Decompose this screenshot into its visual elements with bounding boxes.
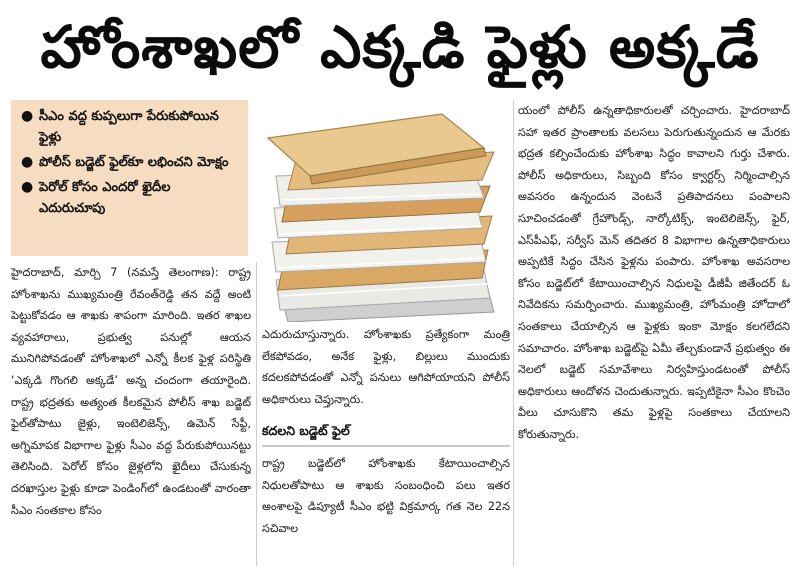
body-text: ఎదురుచూస్తున్నారు. హోంశాఖకు ప్రత్యేకంగా మంత్రి లేకపోవడం, అనేక ఫైళ్లు, బిల్లులు ముందుకు కదలకపోవడంతో ఎన్నో పనులు ఆగిపోయాయని పోలీస్ అధికారులు చెప్తున్నారు.: [262, 328, 510, 406]
highlight-text: సీఎం వద్ద కుప్పలుగా పేరుకుపోయిన ఫైళ్లు: [39, 109, 219, 145]
article-column-3: [518, 100, 790, 566]
headline: హోంశాఖలో ఎక్కడి ఫైళ్లు అక్కడే: [40, 13, 760, 81]
article-column-1: [11, 262, 251, 566]
body-text: రాష్ట్ర బడ్జెట్‌లో హోంశాఖకు కేటాయించాల్సిన నిధులతోపాటు ఆ శాఖకు సంబంధించి పలు ఇతర అంశాలపై డిప్యూటీ సీఎం భట్టి విక్రమార్క గత నెల 22న సచివాల: [262, 456, 510, 535]
highlight-item: [21, 152, 238, 173]
highlights-box: [11, 100, 248, 256]
article-column-2: [262, 324, 510, 564]
body-text: యంలో పోలీస్ ఉన్నతాధికారులతో చర్చించారు. హైదరాబాద్ సహా ఇతర ప్రాంతాలకు వలసలు పెరుగుతున్నందున ఆ మేరకు భద్రత కల్పించేందుకు హోంశాఖ సిద్ధం కావాలని గుర్తు చేశారు. పోలీస్ అధికారులు, సిబ్బంది కోసం క్వార్టర్స్ నిర్మించాల్సిన అవసరం ఉన్నందున వెంటనే ప్రతిపాదనలు పంపాలని సూచించడంతో గ్రేహౌండ్స్, నార్కోటిక్స్, ఇంటెలిజెన్స్, ఫైర్, ఎస్‌పీఎఫ్, సర్వీస్ మెన్ తదితర 8 విభాగాల ఉన్నతాధికారులు అప్పటికే సిద్ధం చేసిన ఫైళ్లను పంపారు. హోంశాఖ అవసరాల కోసం బడ్జెట్‌లో కేటాయించాల్సిన నిధులపై డీజీపీ జితేందర్ ఓ నివేదికను సమర్పించారు. ముఖ్యమంత్రి, హోంమంత్రి హోదాలో సంతకాలు చేయాల్సిన ఆ ఫైళ్లకు ఇంకా మోక్షం కలగలేదని సమాచారం. హోంశాఖ బడ్జెట్‌పై ఏమీ తేల్చకుండానే ప్రభుత్వం ఈ నెలలో బడ్జెట్ సమావేశాలు నిర్వహిస్తుండటంతో పోలీస్ అధికారులు ఆందోళన చెందుతున్నారు. ఇప్పటికైనా సీఎం కొంచెం వీలు చూసుకొని తమ ఫైళ్లపై సంతకాలు చేయాలని కోరుతున్నారు.: [518, 104, 790, 441]
file-stack-illustration: [262, 100, 510, 322]
file-stack-photo: [262, 100, 510, 322]
bullet-icon: ●: [21, 154, 34, 170]
highlight-text: పోలీస్ బడ్జెట్ ఫైల్‌కూ లభించని మోక్షం: [39, 155, 229, 170]
bullet-icon: ●: [21, 108, 34, 124]
highlights-list: [21, 106, 238, 219]
body-text: హైదరాబాద్, మార్చి 7 (నమస్తే తెలంగాణ): రాష్ట్ర హోంశాఖను ముఖ్యమంత్రి రేవంత్‌రెడ్డి తన వద్దే అంటి పెట్టుకోవడం ఆ శాఖకు శాపంగా మారింది. ఇతర శాఖల వ్యవహారాలు, ప్రభుత్వ పనుల్లో ఆయన మునిగిపోవడంతో హోంశాఖలో ఎన్నో కీలక ఫైళ్ల పరిస్థితి ‘ఎక్కడి గొంగలి అక్కడే’ అన్న చందంగా తయారైంది. రాష్ట్ర భద్రతకు అత్యంత కీలకమైన పోలీస్ శాఖ బడ్జెట్ ఫైల్‌తోపాటు జైళ్లు, ఇంటెలిజెన్స్, ఉమెన్ సేఫ్టీ, అగ్నిమాపక విభాగాల ఫైళ్లు సీఎం వద్ద పేరుకుపోయినట్టు తెలిసింది. పెరోల్ కోసం జైళ్లలోని ఖైదీలు చేసుకున్న దరఖాస్తుల ఫైళ్లు కూడా పెండింగ్‌లో ఉండటంతో వారంతా సీఎం సంతకాల కోసం: [11, 266, 251, 517]
bullet-icon: ●: [21, 179, 34, 195]
highlight-item: [21, 106, 238, 148]
column-divider: [256, 262, 257, 566]
section-subhead: కదలని బడ్జెట్ ఫైల్: [262, 420, 510, 447]
column-divider: [513, 100, 514, 566]
highlight-item: [21, 177, 238, 219]
highlight-text: పెరోల్ కోసం ఎందరో ఖైదీల ఎదురుచూపు: [39, 180, 171, 216]
